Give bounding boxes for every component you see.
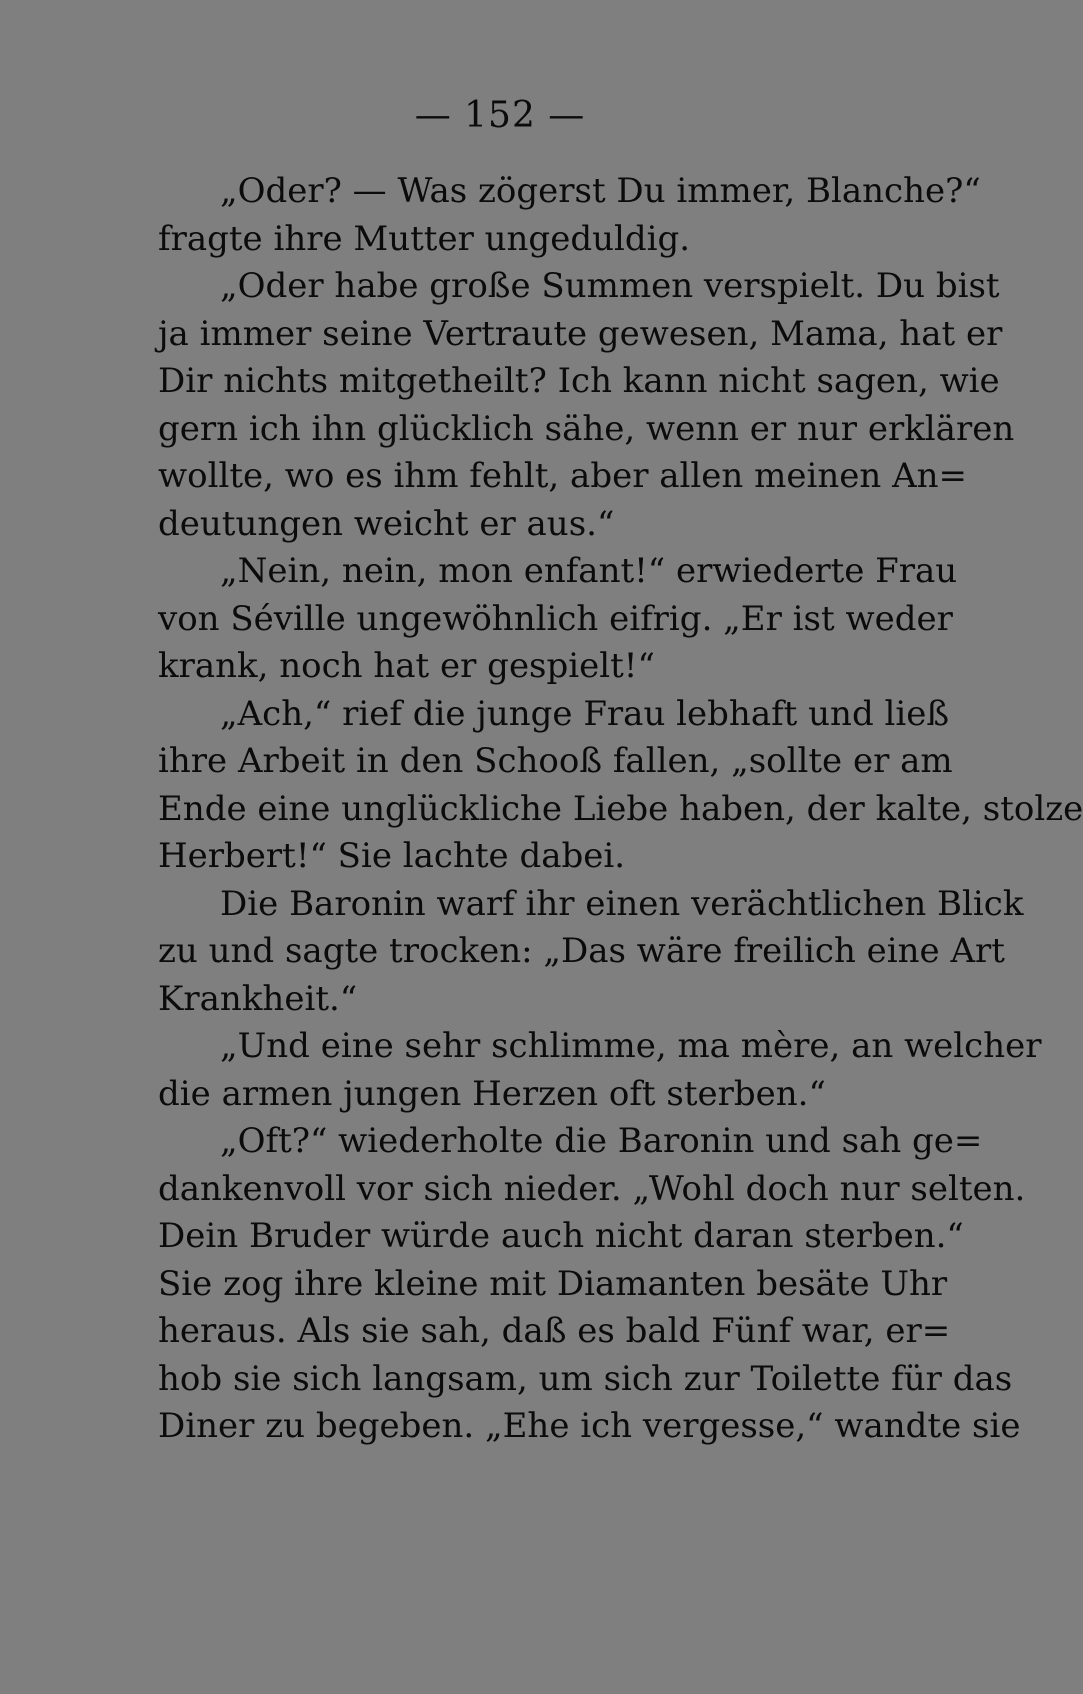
text-line: „Oder? — Was zögerst Du immer, Blanche?“ (220, 171, 981, 211)
text-line: wollte, wo es ihm fehlt, aber allen meinen An= (158, 456, 968, 496)
text-line: Dir nichts mitgetheilt? Ich kann nicht sagen, wie (158, 361, 1000, 401)
text-line: „Oft?“ wiederholte die Baronin und sah ge= (220, 1121, 983, 1161)
body-text (158, 168, 1083, 1451)
text-line: zu und sagte trocken: „Das wäre freilich eine Art (158, 931, 1005, 971)
text-line: die armen jungen Herzen oft sterben.“ (158, 1073, 826, 1114)
text-line: Sie zog ihre kleine mit Diamanten besäte Uhr (158, 1263, 948, 1304)
text-line: ihre Arbeit in den Schooß fallen, „sollte er am (158, 741, 953, 781)
text-line: fragte ihre Mutter ungeduldig. (158, 218, 691, 259)
text-line: „Oder habe große Summen verspielt. Du bist (220, 266, 1000, 306)
text-line: Die Baronin warf ihr einen verächtlichen Blick (220, 883, 1024, 924)
paragraph (158, 881, 1024, 1024)
text-line: deutungen weicht er aus.“ (158, 503, 615, 544)
text-line: dankenvoll vor sich nieder. „Wohl doch nur selten. (158, 1168, 1026, 1209)
text-line: heraus. Als sie sah, daß es bald Fünf war, er= (158, 1311, 951, 1351)
text-line: von Séville ungewöhnlich eifrig. „Er ist weder (158, 598, 953, 639)
text-line: Diner zu begeben. „Ehe ich vergesse,“ wandte sie (158, 1406, 1021, 1446)
text-line: „Und eine sehr schlimme, ma mère, an welcher (220, 1026, 1042, 1066)
text-line: „Nein, nein, mon enfant!“ erwiederte Frau (220, 551, 958, 591)
text-line: Herbert!“ Sie lachte dabei. (158, 836, 626, 876)
paragraph (158, 691, 1083, 881)
text-line: Ende eine unglückliche Liebe haben, der kalte, stolze (158, 788, 1083, 829)
text-line: Dein Bruder würde auch nicht daran sterben.“ (158, 1216, 964, 1256)
text-line: gern ich ihn glücklich sähe, wenn er nur erklären (158, 408, 1015, 449)
paragraph (158, 263, 1015, 548)
text-line: ja immer seine Vertraute gewesen, Mama, hat er (158, 313, 1003, 354)
text-line: Krankheit.“ (158, 978, 358, 1019)
text-line: hob sie sich langsam, um sich zur Toilette für das (158, 1358, 1013, 1399)
text-line: „Ach,“ rief die junge Frau lebhaft und ließ (220, 693, 950, 734)
page-number: — 152 — (414, 95, 586, 136)
paragraph (158, 1118, 1026, 1451)
paragraph (158, 548, 958, 691)
paragraph (158, 1023, 1042, 1118)
text-line: krank, noch hat er gespielt!“ (158, 646, 655, 686)
paragraph (158, 168, 981, 263)
